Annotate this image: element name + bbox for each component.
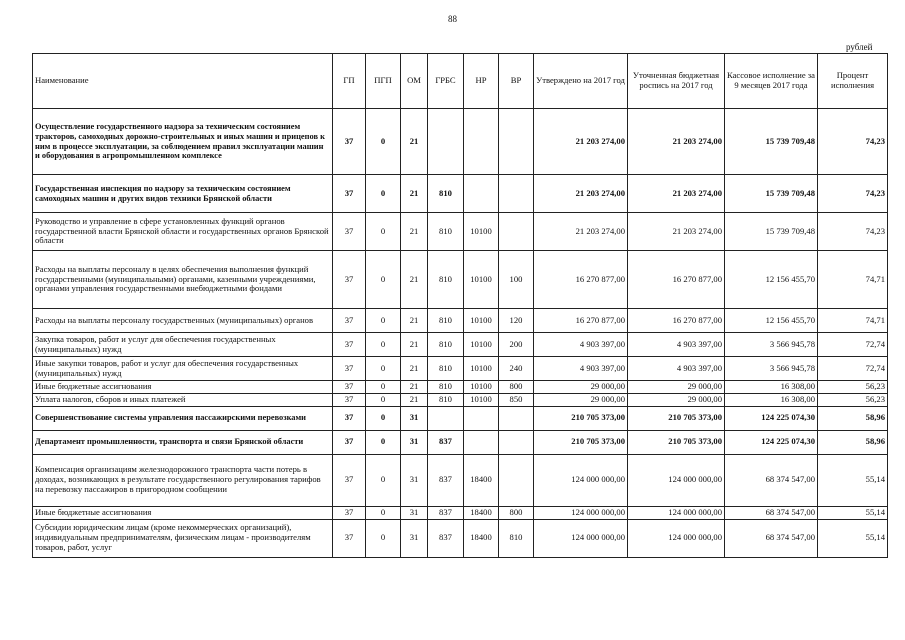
row-grbs-cell: 837 bbox=[428, 430, 464, 454]
row-om-cell: 21 bbox=[401, 333, 428, 357]
row-np-cell bbox=[464, 109, 499, 175]
row-name-cell: Расходы на выплаты персоналу в целях обеспечения выполнения функций государственными (муниципальными) органами, казенными учреждениями, органами управления государственными внебюджетными фондами bbox=[33, 251, 333, 309]
col-header-percent: Процент исполнения bbox=[818, 54, 888, 109]
row-executed-cell: 124 225 074,30 bbox=[725, 406, 818, 430]
row-executed-cell: 124 225 074,30 bbox=[725, 430, 818, 454]
table-row bbox=[33, 213, 888, 251]
row-vr-cell bbox=[499, 406, 534, 430]
row-refined-cell: 21 203 274,00 bbox=[628, 213, 725, 251]
row-np-cell: 10100 bbox=[464, 333, 499, 357]
row-grbs-cell: 810 bbox=[428, 393, 464, 406]
row-name-cell: Иные бюджетные ассигнования bbox=[33, 381, 333, 394]
row-refined-cell: 29 000,00 bbox=[628, 381, 725, 394]
row-executed-cell: 16 308,00 bbox=[725, 393, 818, 406]
row-gp-cell: 37 bbox=[333, 519, 366, 557]
row-vr-cell: 800 bbox=[499, 381, 534, 394]
row-executed-cell: 12 156 455,70 bbox=[725, 251, 818, 309]
row-approved-cell: 210 705 373,00 bbox=[534, 406, 628, 430]
row-refined-cell: 16 270 877,00 bbox=[628, 251, 725, 309]
row-percent-cell: 74,23 bbox=[818, 109, 888, 175]
row-om-cell: 31 bbox=[401, 430, 428, 454]
row-pgp-cell: 0 bbox=[366, 357, 401, 381]
row-pgp-cell: 0 bbox=[366, 251, 401, 309]
row-gp-cell: 37 bbox=[333, 406, 366, 430]
col-header-executed: Кассовое исполнение за 9 месяцев 2017 года bbox=[725, 54, 818, 109]
row-pgp-cell: 0 bbox=[366, 381, 401, 394]
row-pgp-cell: 0 bbox=[366, 406, 401, 430]
row-name-cell: Руководство и управление в сфере установленных функций органов государственной власти Брянской области и государственных органов Брянской области bbox=[33, 213, 333, 251]
row-refined-cell: 29 000,00 bbox=[628, 393, 725, 406]
row-grbs-cell bbox=[428, 109, 464, 175]
row-np-cell: 10100 bbox=[464, 381, 499, 394]
budget-table bbox=[32, 53, 888, 558]
row-executed-cell: 68 374 547,00 bbox=[725, 506, 818, 519]
col-header-om: ОМ bbox=[401, 54, 428, 109]
row-name-cell: Иные закупки товаров, работ и услуг для обеспечения государственных (муниципальных) нужд bbox=[33, 357, 333, 381]
table-row bbox=[33, 109, 888, 175]
table-row bbox=[33, 309, 888, 333]
row-pgp-cell: 0 bbox=[366, 309, 401, 333]
table-row bbox=[33, 430, 888, 454]
row-vr-cell: 850 bbox=[499, 393, 534, 406]
row-pgp-cell: 0 bbox=[366, 213, 401, 251]
row-pgp-cell: 0 bbox=[366, 506, 401, 519]
row-percent-cell: 74,71 bbox=[818, 251, 888, 309]
row-grbs-cell: 810 bbox=[428, 309, 464, 333]
row-om-cell: 31 bbox=[401, 506, 428, 519]
row-om-cell: 21 bbox=[401, 357, 428, 381]
row-np-cell: 10100 bbox=[464, 357, 499, 381]
col-header-vr: ВР bbox=[499, 54, 534, 109]
row-approved-cell: 21 203 274,00 bbox=[534, 175, 628, 213]
row-gp-cell: 37 bbox=[333, 333, 366, 357]
row-executed-cell: 3 566 945,78 bbox=[725, 357, 818, 381]
row-vr-cell bbox=[499, 109, 534, 175]
row-np-cell: 18400 bbox=[464, 519, 499, 557]
table-row bbox=[33, 357, 888, 381]
row-gp-cell: 37 bbox=[333, 430, 366, 454]
row-refined-cell: 124 000 000,00 bbox=[628, 454, 725, 506]
row-grbs-cell: 810 bbox=[428, 381, 464, 394]
row-percent-cell: 58,96 bbox=[818, 406, 888, 430]
row-name-cell: Закупка товаров, работ и услуг для обеспечения государственных (муниципальных) нужд bbox=[33, 333, 333, 357]
row-vr-cell: 810 bbox=[499, 519, 534, 557]
row-gp-cell: 37 bbox=[333, 251, 366, 309]
row-refined-cell: 16 270 877,00 bbox=[628, 309, 725, 333]
row-percent-cell: 72,74 bbox=[818, 357, 888, 381]
row-pgp-cell: 0 bbox=[366, 109, 401, 175]
row-om-cell: 31 bbox=[401, 519, 428, 557]
row-np-cell bbox=[464, 406, 499, 430]
row-executed-cell: 15 739 709,48 bbox=[725, 175, 818, 213]
row-om-cell: 21 bbox=[401, 393, 428, 406]
row-executed-cell: 12 156 455,70 bbox=[725, 309, 818, 333]
row-pgp-cell: 0 bbox=[366, 519, 401, 557]
row-vr-cell: 800 bbox=[499, 506, 534, 519]
row-percent-cell: 55,14 bbox=[818, 454, 888, 506]
row-om-cell: 31 bbox=[401, 406, 428, 430]
table-row bbox=[33, 251, 888, 309]
row-executed-cell: 16 308,00 bbox=[725, 381, 818, 394]
table-body bbox=[33, 109, 888, 558]
row-np-cell bbox=[464, 175, 499, 213]
row-refined-cell: 4 903 397,00 bbox=[628, 333, 725, 357]
row-name-cell: Иные бюджетные ассигнования bbox=[33, 506, 333, 519]
row-percent-cell: 55,14 bbox=[818, 519, 888, 557]
row-name-cell: Департамент промышленности, транспорта и связи Брянской области bbox=[33, 430, 333, 454]
table-row bbox=[33, 454, 888, 506]
row-gp-cell: 37 bbox=[333, 393, 366, 406]
row-name-cell: Уплата налогов, сборов и иных платежей bbox=[33, 393, 333, 406]
row-gp-cell: 37 bbox=[333, 309, 366, 333]
table-row bbox=[33, 393, 888, 406]
table-row bbox=[33, 175, 888, 213]
table-row bbox=[33, 519, 888, 557]
col-header-gp: ГП bbox=[333, 54, 366, 109]
row-refined-cell: 124 000 000,00 bbox=[628, 506, 725, 519]
row-refined-cell: 210 705 373,00 bbox=[628, 430, 725, 454]
col-header-refined: Уточненная бюджетная роспись на 2017 год bbox=[628, 54, 725, 109]
row-grbs-cell bbox=[428, 406, 464, 430]
col-header-approved: Утверждено на 2017 год bbox=[534, 54, 628, 109]
row-executed-cell: 68 374 547,00 bbox=[725, 454, 818, 506]
table-row bbox=[33, 381, 888, 394]
row-om-cell: 21 bbox=[401, 309, 428, 333]
row-om-cell: 21 bbox=[401, 381, 428, 394]
row-percent-cell: 56,23 bbox=[818, 393, 888, 406]
units-label: рублей bbox=[846, 42, 873, 52]
row-name-cell: Совершенствование системы управления пассажирскими перевозками bbox=[33, 406, 333, 430]
row-percent-cell: 56,23 bbox=[818, 381, 888, 394]
row-gp-cell: 37 bbox=[333, 213, 366, 251]
row-grbs-cell: 810 bbox=[428, 357, 464, 381]
row-approved-cell: 124 000 000,00 bbox=[534, 454, 628, 506]
row-grbs-cell: 810 bbox=[428, 251, 464, 309]
row-vr-cell: 240 bbox=[499, 357, 534, 381]
col-header-grbs: ГРБС bbox=[428, 54, 464, 109]
row-approved-cell: 4 903 397,00 bbox=[534, 357, 628, 381]
row-gp-cell: 37 bbox=[333, 381, 366, 394]
row-gp-cell: 37 bbox=[333, 357, 366, 381]
row-name-cell: Компенсация организациям железнодорожного транспорта части потерь в доходах, возникающих в результате государственного регулирования тарифов на перевозку пассажиров в пригородном сообщении bbox=[33, 454, 333, 506]
row-pgp-cell: 0 bbox=[366, 333, 401, 357]
row-gp-cell: 37 bbox=[333, 109, 366, 175]
row-vr-cell bbox=[499, 454, 534, 506]
row-percent-cell: 72,74 bbox=[818, 333, 888, 357]
row-name-cell: Государственная инспекция по надзору за техническим состоянием самоходных машин и других видов техники Брянской области bbox=[33, 175, 333, 213]
col-header-name: Наименование bbox=[33, 54, 333, 109]
row-grbs-cell: 810 bbox=[428, 213, 464, 251]
row-grbs-cell: 810 bbox=[428, 333, 464, 357]
row-executed-cell: 15 739 709,48 bbox=[725, 213, 818, 251]
row-approved-cell: 29 000,00 bbox=[534, 381, 628, 394]
row-percent-cell: 58,96 bbox=[818, 430, 888, 454]
row-name-cell: Осуществление государственного надзора за техническим состоянием тракторов, самоходных дорожно-строительных и иных машин и прицепов к ним в процессе эксплуатации, за соблюдением правил эксплуатации машин и оборудования в агропромышленном комплексе bbox=[33, 109, 333, 175]
row-approved-cell: 21 203 274,00 bbox=[534, 213, 628, 251]
row-gp-cell: 37 bbox=[333, 175, 366, 213]
row-om-cell: 21 bbox=[401, 109, 428, 175]
row-refined-cell: 21 203 274,00 bbox=[628, 175, 725, 213]
row-executed-cell: 68 374 547,00 bbox=[725, 519, 818, 557]
table-row bbox=[33, 406, 888, 430]
table-row bbox=[33, 333, 888, 357]
row-approved-cell: 124 000 000,00 bbox=[534, 519, 628, 557]
row-executed-cell: 3 566 945,78 bbox=[725, 333, 818, 357]
row-name-cell: Субсидии юридическим лицам (кроме некоммерческих организаций), индивидуальным предпринимателям, физическим лицам - производителям товаров, работ, услуг bbox=[33, 519, 333, 557]
row-gp-cell: 37 bbox=[333, 454, 366, 506]
row-refined-cell: 4 903 397,00 bbox=[628, 357, 725, 381]
row-vr-cell bbox=[499, 213, 534, 251]
row-np-cell: 10100 bbox=[464, 393, 499, 406]
row-approved-cell: 124 000 000,00 bbox=[534, 506, 628, 519]
row-approved-cell: 21 203 274,00 bbox=[534, 109, 628, 175]
row-pgp-cell: 0 bbox=[366, 430, 401, 454]
row-np-cell bbox=[464, 430, 499, 454]
row-np-cell: 10100 bbox=[464, 251, 499, 309]
row-approved-cell: 210 705 373,00 bbox=[534, 430, 628, 454]
row-name-cell: Расходы на выплаты персоналу государственных (муниципальных) органов bbox=[33, 309, 333, 333]
row-np-cell: 18400 bbox=[464, 454, 499, 506]
row-percent-cell: 74,23 bbox=[818, 213, 888, 251]
row-np-cell: 18400 bbox=[464, 506, 499, 519]
row-pgp-cell: 0 bbox=[366, 393, 401, 406]
row-pgp-cell: 0 bbox=[366, 454, 401, 506]
row-om-cell: 21 bbox=[401, 175, 428, 213]
row-executed-cell: 15 739 709,48 bbox=[725, 109, 818, 175]
row-om-cell: 21 bbox=[401, 251, 428, 309]
row-approved-cell: 29 000,00 bbox=[534, 393, 628, 406]
row-gp-cell: 37 bbox=[333, 506, 366, 519]
table-row bbox=[33, 506, 888, 519]
row-grbs-cell: 837 bbox=[428, 506, 464, 519]
row-grbs-cell: 837 bbox=[428, 454, 464, 506]
row-vr-cell: 120 bbox=[499, 309, 534, 333]
row-pgp-cell: 0 bbox=[366, 175, 401, 213]
row-grbs-cell: 810 bbox=[428, 175, 464, 213]
row-vr-cell: 200 bbox=[499, 333, 534, 357]
row-vr-cell bbox=[499, 175, 534, 213]
row-vr-cell bbox=[499, 430, 534, 454]
row-om-cell: 21 bbox=[401, 213, 428, 251]
row-np-cell: 10100 bbox=[464, 309, 499, 333]
row-percent-cell: 55,14 bbox=[818, 506, 888, 519]
row-approved-cell: 16 270 877,00 bbox=[534, 251, 628, 309]
col-header-pgp: ПГП bbox=[366, 54, 401, 109]
row-refined-cell: 124 000 000,00 bbox=[628, 519, 725, 557]
col-header-np: НР bbox=[464, 54, 499, 109]
page-number: 88 bbox=[448, 14, 457, 24]
row-grbs-cell: 837 bbox=[428, 519, 464, 557]
row-percent-cell: 74,71 bbox=[818, 309, 888, 333]
row-refined-cell: 21 203 274,00 bbox=[628, 109, 725, 175]
row-approved-cell: 4 903 397,00 bbox=[534, 333, 628, 357]
row-om-cell: 31 bbox=[401, 454, 428, 506]
row-refined-cell: 210 705 373,00 bbox=[628, 406, 725, 430]
row-percent-cell: 74,23 bbox=[818, 175, 888, 213]
row-vr-cell: 100 bbox=[499, 251, 534, 309]
row-approved-cell: 16 270 877,00 bbox=[534, 309, 628, 333]
table-header-row bbox=[33, 54, 888, 109]
row-np-cell: 10100 bbox=[464, 213, 499, 251]
